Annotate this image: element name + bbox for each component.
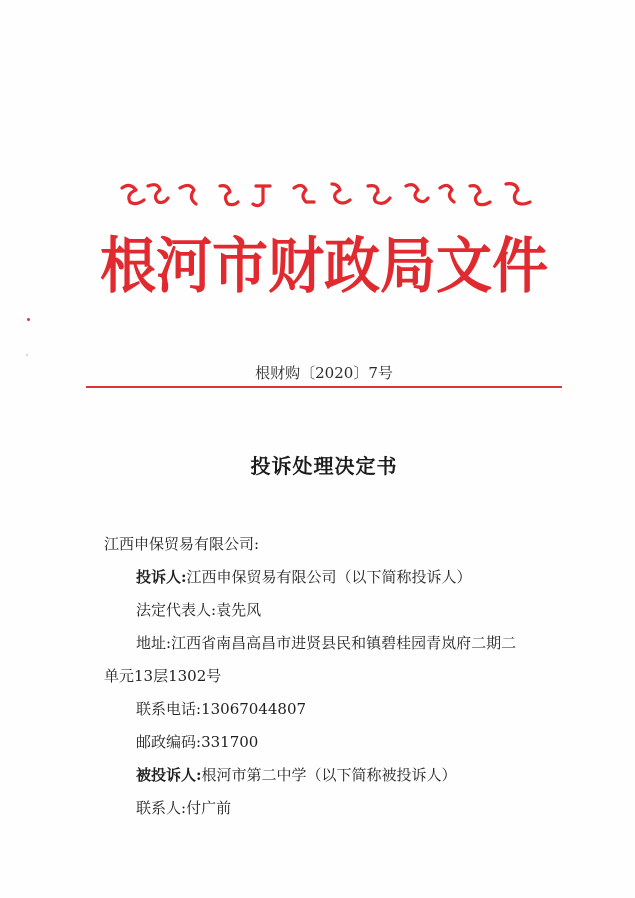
legal-rep-value: 袁先风: [216, 601, 262, 619]
document-heading: 投诉处理决定书: [250, 454, 398, 478]
address-value-line1: 江西省南昌高昌市进贤县民和镇碧桂园青岚府二期二: [171, 634, 517, 652]
legal-rep-line: [104, 594, 580, 627]
address-line-2: 单元13层1302号: [104, 667, 222, 685]
scan-speck: [26, 354, 28, 356]
contact-line: [104, 792, 580, 825]
respondent-line: [104, 759, 580, 792]
respondent-value: 根河市第二中学（以下简称被投诉人）: [201, 766, 457, 784]
scan-speck: [27, 318, 30, 321]
issuer-title: 根河市财政局文件: [100, 230, 548, 302]
legal-rep-label: 法定代表人:: [136, 601, 217, 619]
document-number: 根财购〔2020〕7号: [255, 364, 393, 382]
mongolian-script-header: [118, 178, 538, 214]
address-label: 地址:: [136, 634, 172, 652]
contact-value: 付广前: [186, 799, 232, 817]
document-body: [104, 528, 580, 825]
contact-label: 联系人:: [136, 799, 187, 817]
postcode-value: 331700: [201, 733, 259, 751]
red-divider-line: [86, 386, 562, 388]
addressee-line: 江西申保贸易有限公司:: [104, 535, 260, 553]
postcode-line: [104, 726, 580, 759]
phone-label: 联系电话:: [136, 700, 202, 718]
phone-line: [104, 693, 580, 726]
complainant-label: 投诉人:: [136, 568, 187, 586]
postcode-label: 邮政编码:: [136, 733, 202, 751]
phone-value: 13067044807: [201, 700, 307, 718]
complainant-line: [104, 561, 580, 594]
respondent-label: 被投诉人:: [136, 766, 202, 784]
address-line: [104, 627, 580, 660]
complainant-value: 江西申保贸易有限公司（以下简称投诉人）: [186, 568, 472, 586]
